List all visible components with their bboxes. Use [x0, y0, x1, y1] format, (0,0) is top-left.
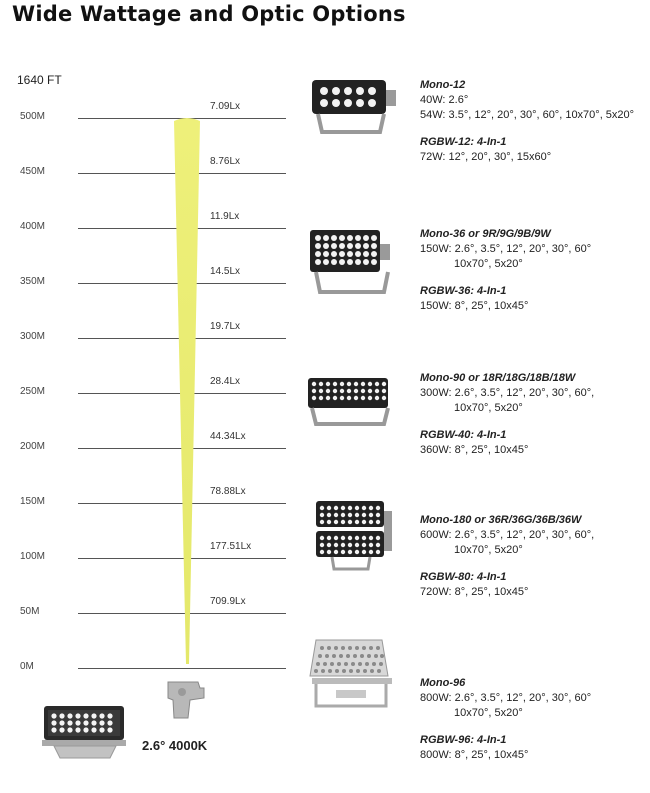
product-spec-line: 600W: 2.6°, 3.5°, 12°, 20°, 30°, 60°,	[420, 529, 595, 541]
y-tick-label: 350M	[20, 276, 46, 287]
lux-label: 7.09Lx	[210, 101, 241, 112]
y-tick-label: 400M	[20, 221, 46, 232]
y-tick-label: 250M	[20, 386, 46, 397]
y-tick-label: 300M	[20, 331, 46, 342]
product-title: Mono-12	[420, 79, 466, 91]
product-spec-line: 10x70°, 5x20°	[454, 707, 523, 719]
beam-source-icon	[160, 678, 208, 720]
product-title: Mono-36 or 9R/9G/9B/9W	[420, 228, 551, 240]
lux-label: 177.51Lx	[210, 541, 252, 552]
product-subtitle: RGBW-40: 4-In-1	[420, 429, 507, 441]
product-spec-line: 40W: 2.6°	[420, 94, 469, 106]
mono-90-fixture-icon	[304, 374, 398, 428]
product-title: Mono-90 or 18R/18G/18B/18W	[420, 372, 576, 384]
product-title: Mono-180 or 36R/36G/36B/36W	[420, 514, 582, 526]
product-sub-spec: 360W: 8°, 25°, 10x45°	[420, 444, 529, 456]
product-subtitle: RGBW-36: 4-In-1	[420, 285, 507, 297]
mono-12-fixture-icon	[306, 76, 406, 138]
product-subtitle: RGBW-12: 4-In-1	[420, 136, 507, 148]
product-block-mono-36	[420, 227, 648, 314]
product-spec-line: 10x70°, 5x20°	[454, 258, 523, 270]
page-title: Wide Wattage and Optic Options	[12, 2, 406, 26]
y-tick-label: 100M	[20, 551, 46, 562]
beam-caption: 2.6° 4000K	[142, 738, 208, 753]
mono-96-fixture-icon	[306, 636, 398, 712]
y-tick-label: 150M	[20, 496, 46, 507]
product-spec-line: 800W: 2.6°, 3.5°, 12°, 20°, 30°, 60°	[420, 692, 592, 704]
y-tick-label: 0M	[20, 661, 34, 672]
mono-180-fixture-icon	[312, 497, 400, 573]
product-subtitle: RGBW-96: 4-In-1	[420, 734, 507, 746]
product-block-mono-96	[420, 676, 648, 763]
lux-label: 11.9Lx	[210, 211, 240, 222]
y-tick-label: 500M	[20, 111, 46, 122]
product-block-mono-90	[420, 371, 648, 458]
product-title: Mono-96	[420, 677, 466, 689]
product-spec-line: 54W: 3.5°, 12°, 20°, 30°, 60°, 10x70°, 5x20°	[420, 109, 635, 121]
product-sub-spec: 800W: 8°, 25°, 10x45°	[420, 749, 529, 761]
product-spec-line: 150W: 2.6°, 3.5°, 12°, 20°, 30°, 60°	[420, 243, 592, 255]
lux-label: 78.88Lx	[210, 486, 246, 497]
product-sub-spec: 72W: 12°, 20°, 30°, 15x60°	[420, 151, 552, 163]
product-subtitle: RGBW-80: 4-In-1	[420, 571, 507, 583]
mono-36-fixture-icon	[306, 226, 402, 298]
lux-label: 44.34Lx	[210, 431, 246, 442]
lux-label: 14.5Lx	[210, 266, 241, 277]
product-spec-line: 10x70°, 5x20°	[454, 402, 523, 414]
lux-label: 709.9Lx	[210, 596, 246, 607]
lux-label: 19.7Lx	[210, 321, 241, 332]
product-block-mono-12	[420, 78, 648, 165]
lux-label: 28.4Lx	[210, 376, 241, 387]
product-sub-spec: 720W: 8°, 25°, 10x45°	[420, 586, 529, 598]
height-label: 1640 FT	[17, 73, 62, 87]
y-tick-label: 450M	[20, 166, 46, 177]
product-spec-line: 300W: 2.6°, 3.5°, 12°, 20°, 30°, 60°,	[420, 387, 595, 399]
product-sub-spec: 150W: 8°, 25°, 10x45°	[420, 300, 529, 312]
product-spec-line: 10x70°, 5x20°	[454, 544, 523, 556]
y-tick-label: 50M	[20, 606, 40, 617]
y-tick-label: 200M	[20, 441, 46, 452]
floodlight-icon	[40, 700, 134, 762]
product-block-mono-180	[420, 513, 648, 600]
lux-label: 8.76Lx	[210, 156, 241, 167]
